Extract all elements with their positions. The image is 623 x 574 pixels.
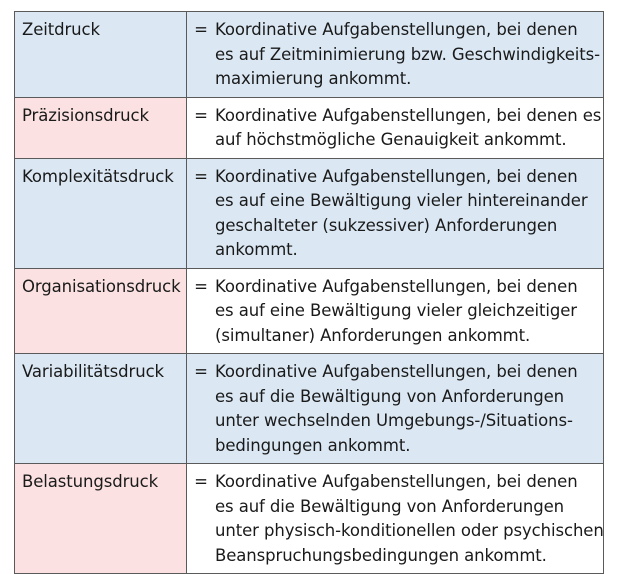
definition-content [187,360,597,458]
definition-content [187,470,604,568]
definition-content [187,18,601,92]
definition-cell [187,268,604,354]
definition-cell [187,464,604,574]
definition-line: (simultaner) Anforderungen ankommt. [215,325,531,345]
definition-cell [187,97,604,158]
equals-sign: = [194,276,208,296]
definition-content [187,104,602,153]
table-row [15,354,604,464]
table-row [15,464,604,574]
equals-sign: = [194,362,208,381]
definition-text [215,470,604,568]
definition-line: auf höchstmögliche Genauigkeit ankommt. [215,130,567,149]
term-cell: Zeitdruck [15,12,187,98]
definition-line: unter wechselnden Umgebungs-/Situations- [215,411,573,430]
equals-sign: = [194,20,208,39]
table-row [15,12,604,98]
definition-line: es auf die Bewältigung von Anforderungen [215,386,565,406]
definitions-table [14,11,604,574]
definition-cell [187,158,604,268]
definition-line: Koordinative Aufgabenstellungen, bei denen [215,166,578,186]
definition-line: es auf die Bewältigung von Anforderungen [215,496,565,516]
definitions-table-body [15,12,604,574]
definition-line: Beanspruchungsbedingungen ankommt. [215,545,547,565]
definition-text [215,18,600,92]
definition-content [187,275,597,349]
equals-sign: = [194,105,208,125]
definition-line: Koordinative Aufgabenstellungen, bei denen es [215,105,602,125]
table-row [15,158,604,268]
term-cell: Komplexitätsdruck [15,158,187,268]
term-cell: Variabilitätsdruck [15,354,187,464]
definition-line: es auf eine Bewältigung vieler hintereinander [215,191,588,210]
definition-text [215,275,597,349]
definition-line: es auf eine Bewältigung vieler gleichzeitiger [215,301,577,320]
table-row [15,97,604,158]
definition-line: geschalteter (sukzessiver) Anforderungen [215,215,558,235]
definition-cell [187,354,604,464]
definition-line: es auf Zeitminimierung bzw. Geschwindigkeits- [215,44,601,64]
definition-text [215,360,597,458]
definition-line: ankommt. [215,240,298,259]
equals-sign: = [194,472,208,491]
definition-line: Koordinative Aufgabenstellungen, bei denen [215,362,578,381]
term-cell: Belastungsdruck [15,464,187,574]
equals-sign: = [194,166,208,186]
definition-line: Koordinative Aufgabenstellungen, bei denen [215,276,578,296]
term-cell: Präzisionsdruck [15,97,187,158]
table-row [15,268,604,354]
definition-line: bedingungen ankommt. [215,435,411,455]
definition-content [187,165,597,263]
term-cell: Organisationsdruck [15,268,187,354]
definition-line: Koordinative Aufgabenstellungen, bei denen [215,20,578,39]
definition-text [215,104,601,153]
definition-line: Koordinative Aufgabenstellungen, bei denen [215,472,578,491]
definition-cell [187,12,604,98]
definition-line: unter physisch-konditionellen oder psychischen [215,521,604,540]
definition-text [215,165,597,263]
definition-line: maximierung ankommt. [215,69,412,88]
